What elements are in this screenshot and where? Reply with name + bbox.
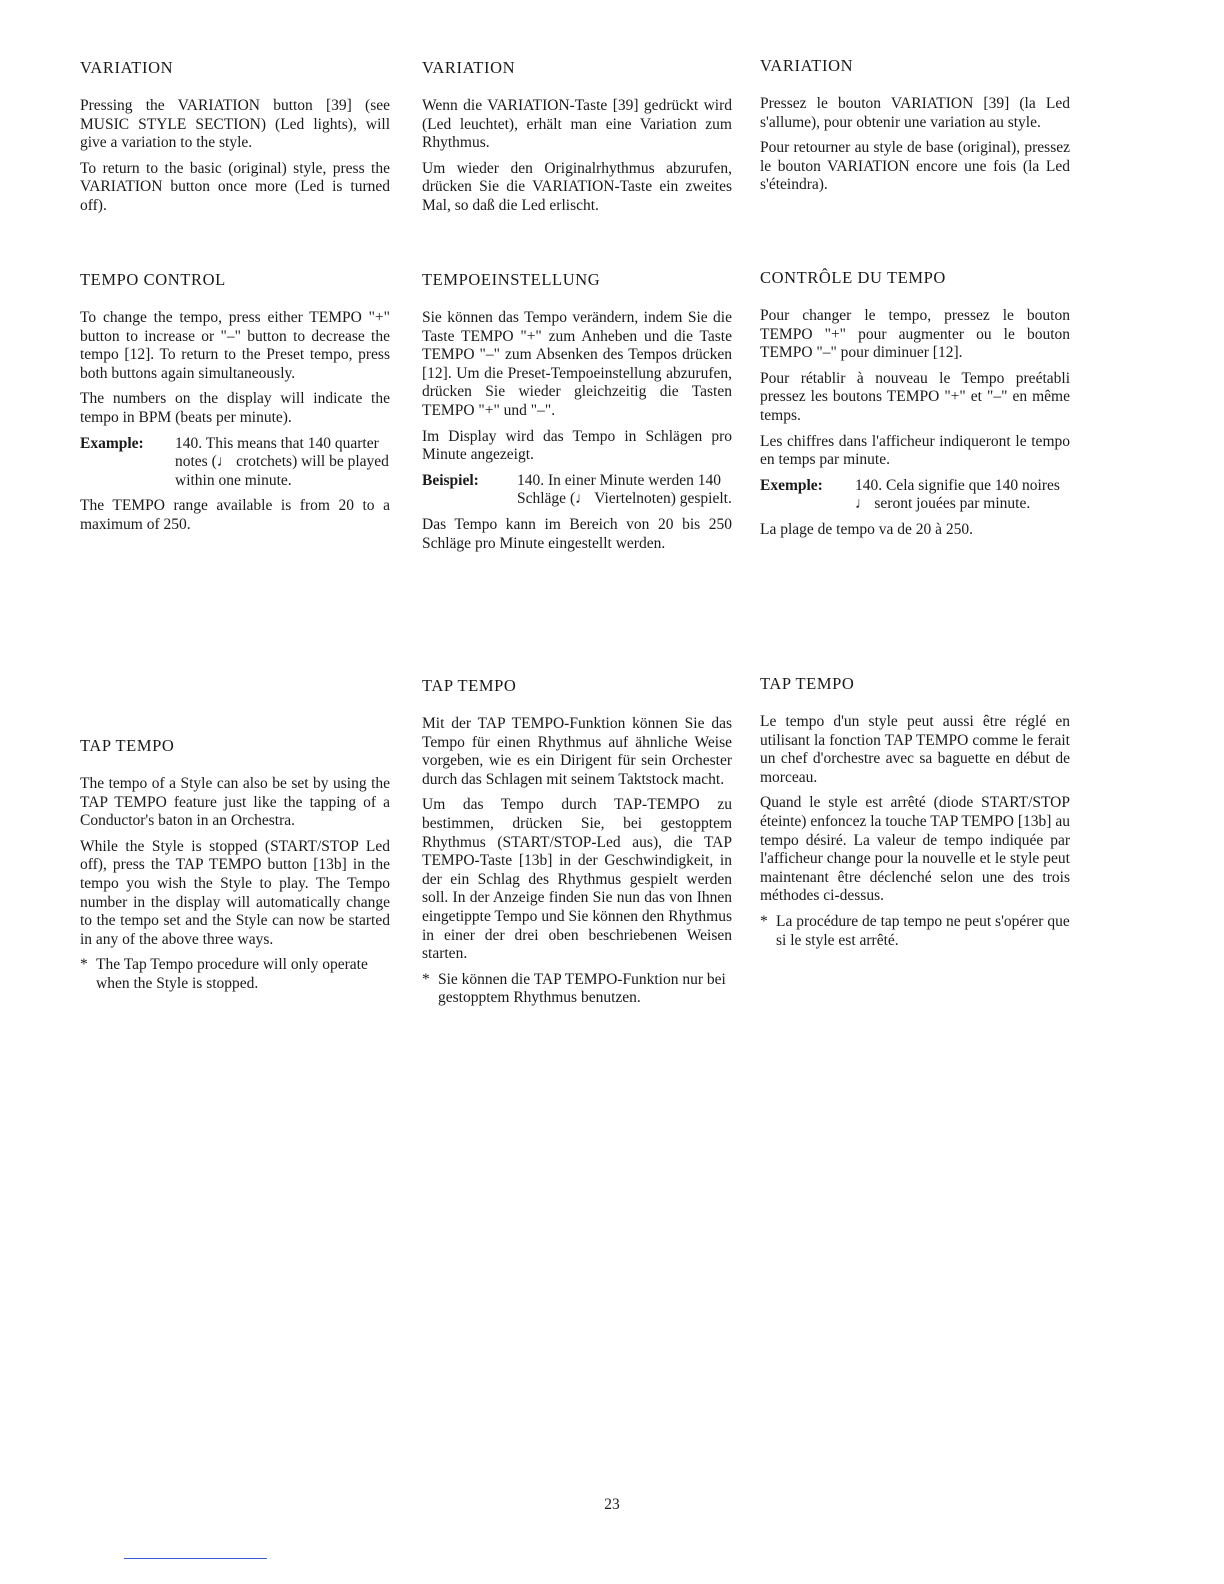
heading-variation-fr: VARIATION [760,56,854,75]
example-text: 140. Cela signifie que 140 noires ♩ seront jouées par minute. [855,476,1060,513]
note-text: The Tap Tempo procedure will only operate when the Style is stopped. [96,956,368,992]
heading-tap-tempo-de: TAP TEMPO [422,676,517,695]
heading-tap-tempo-fr: TAP TEMPO [760,674,855,693]
example-label: Beispiel: [422,471,479,489]
section-tempo-fr [760,268,1070,547]
section-tap-de [422,676,732,1008]
paragraph: Um wieder den Originalrhythmus abzurufen, drücken Sie die VARIATION-Taste ein zweites Mal, so daß die Led erlischt. [422,159,732,214]
paragraph: To change the tempo, press either TEMPO "+" button to increase or "–" button to decrease the tempo [12]. To return to the Preset tempo, press both buttons again simultaneously. [80,309,390,382]
paragraph: Pour rétablir à nouveau le Tempo preétabli pressez les boutons TEMPO "+" et "–" en même temps. [760,369,1070,424]
example-label: Example: [80,434,144,452]
example-en [80,435,390,491]
section-tap-en [80,736,390,994]
heading-variation-de: VARIATION [422,58,516,77]
note-de [422,971,732,1008]
heading-tempo-de: TEMPOEINSTELLUNG [422,270,601,289]
section-tempo-de [422,270,732,560]
paragraph: Sie können das Tempo verändern, indem Sie die Taste TEMPO "+" zum Anheben und die Taste TEMPO "–" zum Absenken des Tempos drücken [12]. Um die Preset-Tempoeinstellung abzurufen, drücken Sie wieder gleichzeitig die Tasten TEMPO "+" und "–". [422,309,732,419]
example-label: Exemple: [760,476,823,494]
note-marker: * [760,912,768,930]
section-variation-de [422,58,732,223]
paragraph: Wenn die VARIATION-Taste [39] gedrückt wird (Led leuchtet), erhält man eine Variation zum Rhythmus. [422,97,732,152]
paragraph: The tempo of a Style can also be set by using the TAP TEMPO feature just like the tapping of a Conductor's baton in an Orchestra. [80,775,390,830]
section-tap-fr [760,674,1070,950]
note-en [80,956,390,993]
paragraph: Im Display wird das Tempo in Schlägen pro Minute angezeigt. [422,427,732,464]
note-text: Sie können die TAP TEMPO-Funktion nur bei gestopptem Rhythmus benutzen. [438,970,726,1007]
paragraph: The TEMPO range available is from 20 to a maximum of 250. [80,497,390,533]
paragraph: While the Style is stopped (START/STOP Led off), press the TAP TEMPO button [13b] in the tempo you wish the Style to play. The Tempo number in the display will automatically change to the tempo set and the Style can now be started in any of the above three ways. [80,837,390,948]
paragraph: Pour retourner au style de base (original), pressez le bouton VARIATION encore une fois (la Led s'éteindra). [760,139,1070,194]
section-variation-en [80,58,390,223]
note-text: La procédure de tap tempo ne peut s'opérer que si le style est arrêté. [776,912,1070,949]
paragraph: To return to the basic (original) style, press the VARIATION button once more (Led is turned off). [80,159,390,214]
paragraph: The numbers on the display will indicate the tempo in BPM (beats per minute). [80,390,390,426]
section-variation-fr [760,56,1070,202]
paragraph: Pressing the VARIATION button [39] (see MUSIC STYLE SECTION) (Led lights), will give a variation to the style. [80,97,390,152]
example-de [422,472,732,509]
note-fr [760,913,1070,950]
paragraph: La plage de tempo va de 20 à 250. [760,520,974,538]
paragraph: Quand le style est arrêté (diode START/STOP éteinte) enfoncez la touche TAP TEMPO [13b] au tempo désiré. La valeur de tempo indiquée par l'afficheur change pour la nouvelle et le style peut maintenant être déclenché selon une des trois méthodes ci-dessus. [760,794,1070,905]
example-text: 140. This means that 140 quarter notes (♩ crotchets) will be played within one minute. [175,434,389,489]
heading-tempo-fr: CONTRÔLE DU TEMPO [760,268,946,287]
example-text: 140. In einer Minute werden 140 Schläge (♩ Viertelnoten) gespielt. [517,471,732,508]
page-number: 23 [604,1496,620,1513]
example-fr [760,477,1070,514]
note-marker: * [80,956,88,974]
heading-variation-en: VARIATION [80,58,174,77]
paragraph: Le tempo d'un style peut aussi être réglé en utilisant la fonction TAP TEMPO comme le ferait un chef d'orchestre avec sa baguette en début de morceau. [760,713,1070,786]
paragraph: Pressez le bouton VARIATION [39] (la Led s'allume), pour obtenir une variation au style. [760,95,1070,131]
paragraph: Pour changer le tempo, pressez le bouton TEMPO "+" pour augmenter ou le bouton TEMPO "–" pour diminuer [12]. [760,307,1070,362]
heading-tempo-control-en: TEMPO CONTROL [80,270,226,289]
heading-tap-tempo-en: TAP TEMPO [80,736,175,755]
footer-rule [124,1558,267,1559]
section-tempo-en [80,270,390,542]
paragraph: Mit der TAP TEMPO-Funktion können Sie das Tempo für einen Rhythmus auf ähnliche Weise vorgeben, wie es ein Dirigent für sein Orchester durch das Schlagen mit seinem Taktstock macht. [422,715,732,788]
paragraph: Um das Tempo durch TAP-TEMPO zu bestimmen, drücken Sie, bei gestopptem Rhythmus (START/STOP-Led aus), die TAP TEMPO-Taste [13b] in der Geschwindigkeit, in der ein Schlag des Rhythmus gespielt werden soll. In der Anzeige finden Sie nun das von Ihnen eingetippte Tempo und Sie können den Rhythmus in einer der drei oben beschriebenen Weisen starten. [422,796,732,963]
paragraph: Les chiffres dans l'afficheur indiqueront le tempo en temps par minute. [760,432,1070,469]
note-marker: * [422,970,430,988]
paragraph: Das Tempo kann im Bereich von 20 bis 250 Schläge pro Minute eingestellt werden. [422,515,732,552]
